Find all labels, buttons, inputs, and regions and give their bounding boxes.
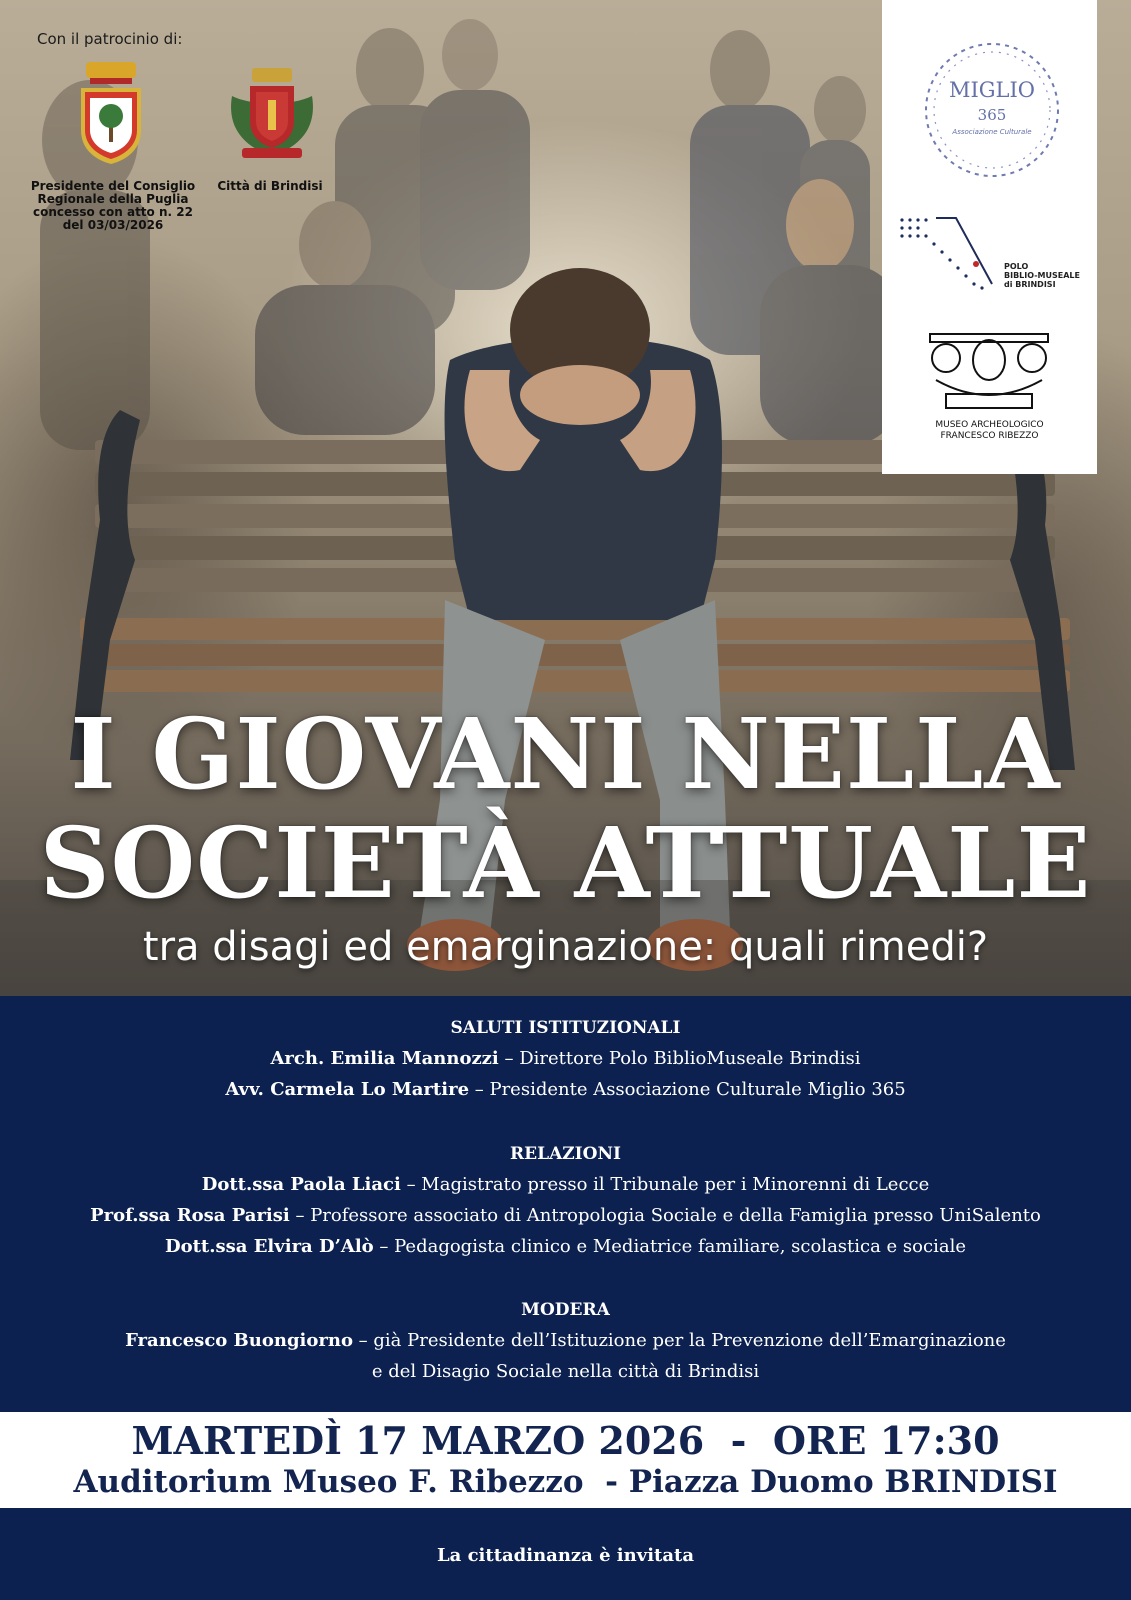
event-title-line-1: I GIOVANI NELLA: [70, 697, 1061, 811]
speaker-line: Dott.ssa Elvira D’Alò – Pedagogista clinico e Mediatrice familiare, scolastica e sociale: [165, 1236, 966, 1257]
invitation-text: La cittadinanza è invitata: [437, 1545, 694, 1566]
event-details-band: [0, 1412, 1131, 1508]
city-caption: Città di Brindisi: [217, 179, 323, 193]
event-subtitle: tra disagi ed emarginazione: quali rimedi?: [142, 924, 989, 970]
relazioni-heading: RELAZIONI: [510, 1144, 621, 1164]
polo-logo-text: POLO BIBLIO-MUSEALE di BRINDISI: [1004, 262, 1080, 289]
moderator-line: Francesco Buongiorno – già Presidente dell’Istituzione per la Prevenzione dell’Emarginazione: [125, 1330, 1006, 1351]
speaker-line: Avv. Carmela Lo Martire – Presidente Associazione Culturale Miglio 365: [225, 1079, 906, 1100]
speaker-line: Arch. Emilia Mannozzi – Direttore Polo BiblioMuseale Brindisi: [270, 1048, 861, 1069]
puglia-region-crest: [76, 60, 146, 166]
miglio-logo-subtitle: Associazione Culturale: [952, 128, 1032, 136]
speaker-line: Prof.ssa Rosa Parisi – Professore associato di Antropologia Sociale e della Famiglia presso UniSalento: [90, 1205, 1041, 1226]
miglio-logo-number: 365: [977, 106, 1007, 124]
saluti-heading: SALUTI ISTITUZIONALI: [450, 1018, 681, 1038]
patronage-label: Con il patrocinio di:: [37, 30, 183, 48]
speaker-line: Dott.ssa Paola Liaci – Magistrato presso il Tribunale per i Minorenni di Lecce: [201, 1174, 930, 1195]
program-section: [0, 996, 1131, 1412]
moderator-line-continued: e del Disagio Sociale nella città di Brindisi: [371, 1361, 760, 1382]
modera-heading: MODERA: [521, 1300, 610, 1320]
miglio-logo-name: MIGLIO: [948, 78, 1036, 102]
region-caption: Presidente del Consiglio Regionale della Puglia concesso con atto n. 22 del 03/03/2026: [30, 179, 196, 232]
brindisi-city-crest: [222, 66, 322, 166]
museo-logo-text: MUSEO ARCHEOLOGICO FRANCESCO RIBEZZO: [935, 420, 1044, 441]
event-title-line-2: SOCIETÀ ATTUALE: [39, 806, 1092, 920]
footer: [0, 1508, 1131, 1600]
event-venue: Auditorium Museo F. Ribezzo - Piazza Duomo BRINDISI: [73, 1464, 1058, 1500]
event-date-time: MARTEDÌ 17 MARZO 2026 - ORE 17:30: [131, 1418, 1000, 1463]
polo-dots-icon: [896, 214, 996, 294]
partner-logos-panel: [882, 0, 1097, 474]
museum-capital-icon: [926, 330, 1052, 412]
